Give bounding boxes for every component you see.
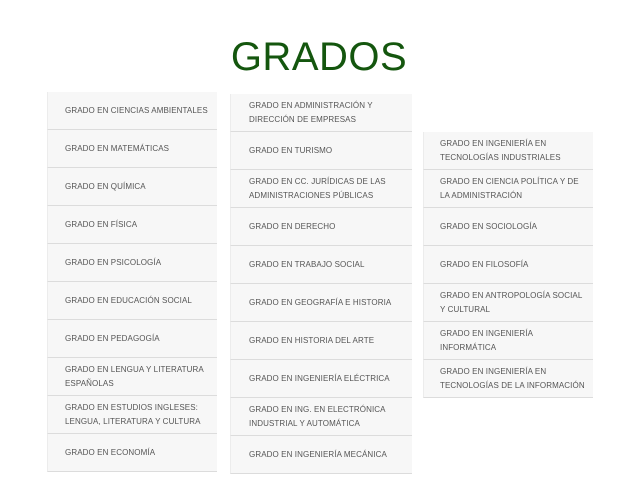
- degree-link[interactable]: [230, 322, 412, 360]
- degree-label: GRADO EN INGENIERÍA MECÁNICA: [249, 449, 387, 459]
- degree-label: GRADO EN FÍSICA: [65, 219, 138, 229]
- degree-label: GRADO EN ADMINISTRACIÓN Y DIRECCIÓN DE EMPRESAS: [249, 100, 373, 124]
- degree-link[interactable]: [47, 244, 217, 282]
- degree-link[interactable]: [230, 132, 412, 170]
- degree-label: GRADO EN MATEMÁTICAS: [65, 143, 170, 153]
- degree-link[interactable]: [230, 284, 412, 322]
- degree-link[interactable]: [230, 360, 412, 398]
- degree-link[interactable]: [423, 284, 593, 322]
- degree-label: GRADO EN PEDAGOGÍA: [65, 333, 160, 343]
- degree-column-1: [47, 92, 217, 472]
- degree-label: GRADO EN INGENIERÍA ELÉCTRICA: [249, 373, 390, 383]
- degree-label: GRADO EN TRABAJO SOCIAL: [249, 259, 365, 269]
- degree-link[interactable]: [47, 168, 217, 206]
- degree-link[interactable]: [47, 206, 217, 244]
- degree-link[interactable]: [47, 92, 217, 130]
- degree-link[interactable]: [423, 170, 593, 208]
- degree-link[interactable]: [230, 398, 412, 436]
- degree-label: GRADO EN QUÍMICA: [65, 181, 146, 191]
- degree-label: GRADO EN INGENIERÍA EN TECNOLOGÍAS DE LA INFORMACIÓN: [440, 366, 585, 390]
- degree-label: GRADO EN ECONOMÍA: [65, 447, 156, 457]
- degree-link[interactable]: [230, 246, 412, 284]
- degree-label: GRADO EN GEOGRAFÍA E HISTORIA: [249, 297, 392, 307]
- degree-column-2: [230, 94, 412, 474]
- degree-label: GRADO EN HISTORIA DEL ARTE: [249, 335, 375, 345]
- degree-label: GRADO EN TURISMO: [249, 145, 333, 155]
- degree-label: GRADO EN FILOSOFÍA: [440, 259, 529, 269]
- degree-label: GRADO EN SOCIOLOGÍA: [440, 221, 538, 231]
- degree-label: GRADO EN INGENIERÍA INFORMÁTICA: [440, 328, 533, 352]
- degree-link[interactable]: [423, 360, 593, 398]
- degree-label: GRADO EN EDUCACIÓN SOCIAL: [65, 295, 192, 305]
- degree-label: GRADO EN PSICOLOGÍA: [65, 257, 162, 267]
- degree-link[interactable]: [423, 322, 593, 360]
- degree-label: GRADO EN ANTROPOLOGÍA SOCIAL Y CULTURAL: [440, 290, 583, 314]
- degree-label: GRADO EN CIENCIAS AMBIENTALES: [65, 105, 208, 115]
- degree-label: GRADO EN ESTUDIOS INGLESES: LENGUA, LITERATURA Y CULTURA: [65, 402, 201, 426]
- degree-column-3: [423, 132, 593, 398]
- degree-label: GRADO EN ING. EN ELECTRÓNICA INDUSTRIAL Y AUTOMÁTICA: [249, 404, 386, 428]
- degree-link[interactable]: [230, 436, 412, 474]
- degree-link[interactable]: [423, 132, 593, 170]
- degree-link[interactable]: [230, 170, 412, 208]
- degree-link[interactable]: [47, 130, 217, 168]
- degree-label: GRADO EN LENGUA Y LITERATURA ESPAÑOLAS: [65, 364, 204, 388]
- degree-link[interactable]: [230, 208, 412, 246]
- degree-link[interactable]: [230, 94, 412, 132]
- degree-label: GRADO EN CIENCIA POLÍTICA Y DE LA ADMINISTRACIÓN: [440, 176, 579, 200]
- degree-link[interactable]: [47, 396, 217, 434]
- degree-label: GRADO EN CC. JURÍDICAS DE LAS ADMINISTRACIONES PÚBLICAS: [249, 176, 386, 200]
- degree-link[interactable]: [423, 246, 593, 284]
- degree-label: GRADO EN DERECHO: [249, 221, 336, 231]
- degree-label: GRADO EN INGENIERÍA EN TECNOLOGÍAS INDUSTRIALES: [440, 138, 561, 162]
- degree-link[interactable]: [47, 282, 217, 320]
- degree-link[interactable]: [423, 208, 593, 246]
- degree-link[interactable]: [47, 320, 217, 358]
- page-title: GRADOS: [230, 35, 408, 79]
- degree-link[interactable]: [47, 358, 217, 396]
- degree-link[interactable]: [47, 434, 217, 472]
